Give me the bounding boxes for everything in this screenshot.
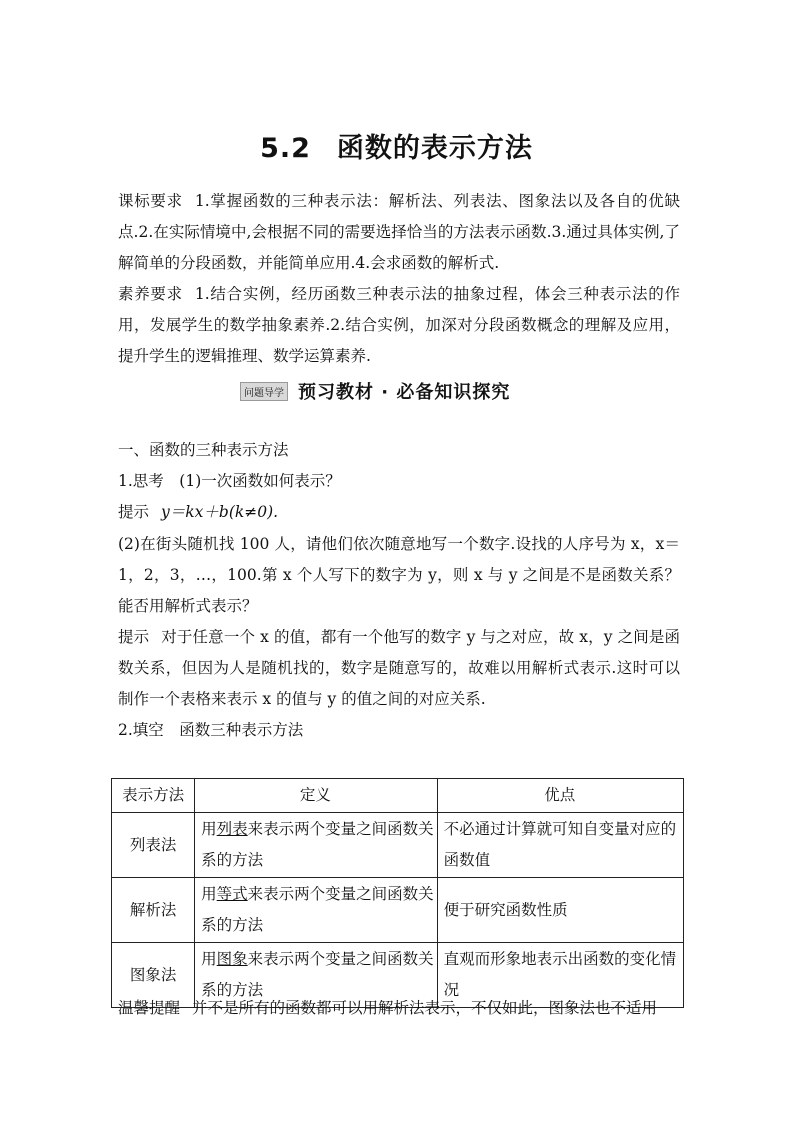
method-cell: 解析法 (112, 878, 195, 943)
hint-2 (118, 622, 680, 715)
reminder (118, 996, 657, 1018)
def-keyword: 图象 (216, 950, 248, 968)
def-prefix: 用 (201, 950, 217, 968)
representation-table (111, 778, 684, 1008)
reminder-label: 温馨提醒 (118, 999, 181, 1017)
table-row (112, 878, 684, 943)
definition-cell (195, 813, 437, 878)
advantage-cell: 便于研究函数性质 (437, 878, 683, 943)
curriculum-requirements (118, 186, 680, 279)
table-header: 定义 (195, 779, 437, 813)
reminder-text: 并不是所有的函数都可以用解析法表示，不仅如此，图象法也不适用 (192, 999, 658, 1017)
page-title (0, 126, 793, 165)
advantage-cell: 不必通过计算就可知自变量对应的函数值 (437, 813, 683, 878)
think-question-1: 1.思考 (1)一次函数如何表示？ (118, 472, 341, 490)
literacy-requirements (118, 279, 680, 372)
hint-1-label: 提示 (118, 503, 150, 521)
method-cell: 列表法 (112, 813, 195, 878)
hint-1 (118, 500, 278, 522)
def-suffix: 来表示两个变量之间函数关系的方法 (201, 820, 434, 869)
hint-2-label: 提示 (118, 628, 150, 646)
banner-title: 预习教材 · 必备知识探究 (298, 382, 511, 403)
hint-2-text: 对于任意一个 x 的值，都有一个他写的数字 y 与之对应，故 x，y 之间是函数关系，但因为人是随机找的，数字是随意写的，故难以用解析式表示.这时可以制作一个表格来表示 x 的值与 y 的值之间的对应关系. (118, 628, 680, 708)
def-keyword: 列表 (216, 820, 248, 838)
definition-cell (195, 878, 437, 943)
hint-1-formula: y＝kx＋b(k≠0). (161, 503, 279, 521)
def-prefix: 用 (201, 885, 217, 903)
table-row (112, 813, 684, 878)
think-question-2: (2)在街头随机找 100 人，请他们依次随意地写一个数字.设找的人序号为 x，x＝1，2，3，…，100.第 x 个人写下的数字为 y，则 x 与 y 之间是不是函数关系？能否用解析式表示？ (118, 535, 680, 615)
section-banner (240, 378, 580, 404)
literacy-text: 1.结合实例，经历函数三种表示法的抽象过程，体会三种表示法的作用，发展学生的数学抽象素养.2.结合实例，加深对分段函数概念的理解及应用，提升学生的逻辑推理、数学运算素养. (118, 285, 680, 365)
fill-in-heading: 2.填空 函数三种表示方法 (118, 721, 304, 739)
def-suffix: 来表示两个变量之间函数关系的方法 (201, 950, 434, 999)
section-number: 5.2 (260, 133, 311, 164)
section-title-text: 函数的表示方法 (336, 133, 533, 164)
curriculum-label: 课标要求 (118, 192, 183, 210)
table-header-row (112, 779, 684, 813)
banner-badge: 问题导学 (240, 382, 288, 401)
def-prefix: 用 (201, 820, 217, 838)
table-header: 优点 (437, 779, 683, 813)
literacy-label: 素养要求 (118, 285, 183, 303)
section-heading: 一、函数的三种表示方法 (118, 441, 289, 459)
def-suffix: 来表示两个变量之间函数关系的方法 (201, 885, 434, 934)
table-header: 表示方法 (112, 779, 195, 813)
advantage-cell: 直观而形象地表示出函数的变化情况 (437, 943, 683, 1008)
def-keyword: 等式 (216, 885, 248, 903)
method-cell: 图象法 (112, 943, 195, 1008)
curriculum-text: 1.掌握函数的三种表示法：解析法、列表法、图象法以及各自的优缺点.2.在实际情境中,会根据不同的需要选择恰当的方法表示函数.3.通过具体实例,了解简单的分段函数，并能简单应用.4.会求函数的解析式. (118, 192, 680, 272)
